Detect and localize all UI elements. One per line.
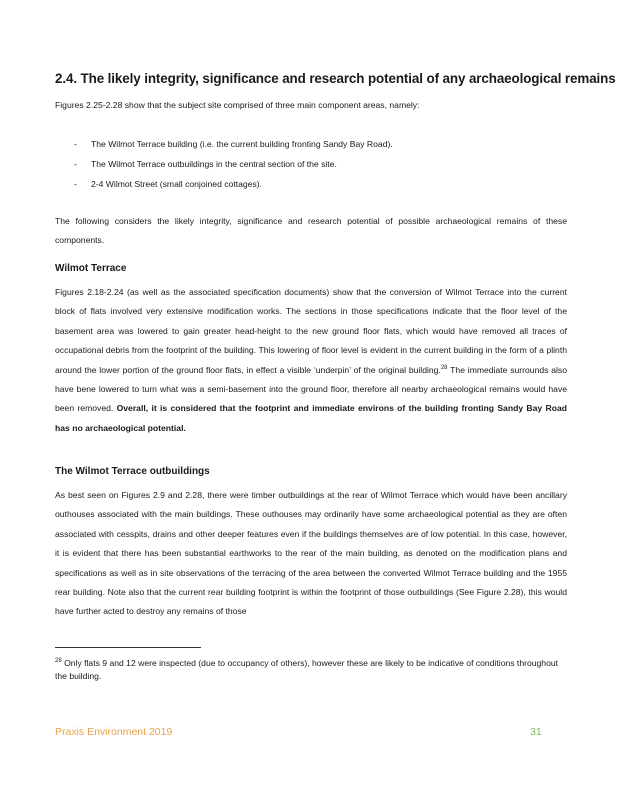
paragraph-text: The immediate surrounds also have bene lowered to turn what was a semi-basement into the ground floor, therefore all nearby archaeological remains would have been removed.	[55, 364, 568, 414]
footnote-text: Only flats 9 and 12 were inspected (due to occupancy of others), however these are likely to be indicative of conditions throughout the building.	[55, 658, 559, 681]
bullet-list	[74, 134, 554, 194]
list-item	[74, 134, 554, 154]
bullet-marker: -	[74, 179, 77, 189]
footnote-number: 28	[55, 658, 62, 665]
subheading-outbuildings: The Wilmot Terrace outbuildings	[55, 466, 210, 477]
list-item	[74, 174, 554, 194]
follow-paragraph: The following considers the likely integrity, significance and research potential of possible archaeological remains of these components.	[55, 216, 567, 246]
subheading-wilmot-terrace: Wilmot Terrace	[55, 263, 127, 274]
bullet-marker: -	[74, 159, 77, 169]
footnote-ref: 28	[440, 364, 448, 371]
list-item-text: The Wilmot Terrace outbuildings in the central section of the site.	[91, 159, 337, 169]
outbuildings-paragraph: As best seen on Figures 2.9 and 2.28, there were timber outbuildings at the rear of Wilmot Terrace which would have been ancillary outhouses associated with the main buildings. These outhouses may ordinarily have some archaeological potential as they are often associated with cesspits, drains and other deeper features even if the buildings themselves are of low potential. In this case, however, it is evident that there has been substantial earthworks to the rear of the main building, as denoted on the modification plans and specifications as well as in site observations of the terracing of the area between the converted Wilmot Terrace building and the 1955 rear building. Note also that the current rear building footprint is within the footprint of those outbuildings (See Figure 2.28), this would have further acted to destroy any remains of those	[55, 490, 567, 617]
footnote-divider	[55, 647, 201, 648]
intro-paragraph: Figures 2.25-2.28 show that the subject site comprised of three main component areas, namely:	[55, 100, 420, 110]
section-heading: 2.4. The likely integrity, significance and research potential of any archaeological remains	[55, 71, 616, 86]
footer-brand: Praxis Environment 2019	[55, 726, 173, 738]
list-item-text: The Wilmot Terrace building (i.e. the current building fronting Sandy Bay Road).	[91, 139, 393, 149]
paragraph-text: Figures 2.18-2.24 (as well as the associated specification documents) show that the conversion of Wilmot Terrace into the current block of flats involved very extensive modification works. The sections in those specifications indicate that the floor level of the basement area was lowered to gain greater head-height to the new ground floor flats, which would have removed all traces of occupational debris from the footprint of the building. This lowering of floor level is evident in the current building in the form of a plinth around the lower portion of the ground floor flats, in effect a visible ‘underpin’ of the original building.	[55, 287, 567, 375]
wilmot-terrace-paragraph	[55, 283, 567, 438]
bullet-marker: -	[74, 139, 77, 149]
page-number: 31	[530, 726, 542, 738]
list-item	[74, 154, 554, 174]
list-item-text: 2-4 Wilmot Street (small conjoined cottages).	[91, 179, 262, 189]
conclusion-bold: Overall, it is considered that the footprint and immediate environs of the building fronting Sandy Bay Road has no archaeological potential.	[55, 403, 567, 433]
footnote	[55, 657, 567, 682]
